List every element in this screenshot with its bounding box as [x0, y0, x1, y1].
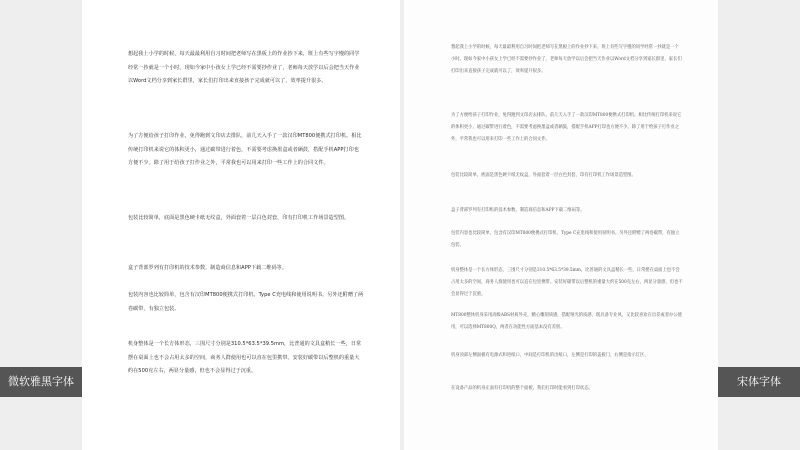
paragraph: 包装比较简单，底面是黑色硬卡纸无纹盒，外面套着一层白色封套，印有打印机工作场景造型图。: [128, 215, 350, 221]
paragraph: 机身整体是一个长方体形态，三围尺寸分别是310.5*63.5*39.5mm，比普通的文具盒稍长一些，日常摆在桌面上也不会占用太多的空间，商务人群使用也可以直在包里携带。安装好碳带以后整机的重量大约在500克左右，两显分量感，但也不会显得过于沉重。: [128, 341, 362, 375]
paragraph: 包装比较简单，底面是黑色硬卡纸无纹盒，外面套着一层白色封套，印有打印机工作场景造型图。: [451, 173, 636, 178]
paragraph: 包装内容也比较简单，包含有汉印MT800便携式打印机、Type C充电线和使用说明书。另外还附赠了两卷碳带，有独立包装。: [451, 231, 680, 248]
font-label-right: 宋体字体: [718, 367, 800, 397]
paragraph: 包装内容也比较简单，包含有汉印MT800便携式打印机、Type C充电线和使用说明书。另外还附赠了两卷碳带，有独立包装。: [128, 292, 364, 312]
paragraph: 盒子背部罗列有打印机的技术参数，制造商信息和APP下载二维码等。: [128, 265, 287, 271]
font-label-left: 微软雅黑字体: [0, 367, 82, 397]
document-page-right: [404, 0, 718, 450]
paragraph: 机身顶部左侧面板有电源式和进纸口，中间是打印机的出纸口，左侧是打印的盖板门，右侧是指示灯区，: [451, 353, 649, 358]
document-page-left: [82, 0, 400, 450]
paragraph: 盒子背部罗列有打印机的技术参数，制造商信息和APP下载二维码等。: [451, 208, 585, 213]
paragraph: 机身整体是一个长方体形态，三围尺寸分别是310.5*63.5*39.5mm，比普通的文具盒稍长一些，日常摆在桌面上也不会占用太多的空间，商务人群使用也可以直在包里携带。安装好碳带以后整机的重量大约在500克左右，两显分量感，但也不会显得过于沉重。: [451, 268, 683, 297]
paragraph: 想起我上小学的时候，每天最最利用自习时间把老师写在黑板上的作业抄下来，班上有些写字慢的同学经常一抄就是一个小时。现如今家中小孩女上学已经不需要抄作业了，老师每天放学以后会把当天作业以Word文档分享到家长群里，家长们打印出来直接孩子完成就可以了，效率提升很多。: [128, 51, 360, 85]
paragraph: MT800整体机身采用高级ABS材质外壳，精心雕刻质感，搭配哑光的质感，既具备专业风，又比较喜欢在出差或者办公使用，可以选择MT800Q，两者在功能性方面基本没有差别。: [451, 313, 682, 330]
paragraph: 为了方便给孩子打印作业，免得跑到文印店去排队，前几天入手了一款汉印MT800便携式打印机。相比传统打印机来说它的体积更小，通过碳带进行着色，不需要考虑换墨盒或者硒鼓，搭配手机APP打印也方便不少。除了用于给孩子打作业之外，平常我也可以用来打印一些工作上的合同文件。: [128, 133, 362, 167]
paragraph: 在设备产品的机身正面有打印机的整个面板，我们打印时能看到打印状态。: [451, 386, 593, 391]
paragraph: 为了方便给孩子打印作业，免得跑到文印店去排队，前几天入手了一款汉印MT800便携式打印机。相比传统打印机来说它的体积更小，通过碳带进行着色，不需要考虑换墨盒或者硒鼓，搭配手机APP打印也方便不少。除了用于给孩子打作业之外，平常我也可以用来打印一些工作上的合同文件。: [451, 113, 682, 142]
paragraph: 想起我上小学的时候，每天最最利用自习时间把老师写在黑板上的作业抄下来，班上有些写字慢的同学经常一抄就是一个小时。现如今家中小孩女上学已经不需要抄作业了，老师每天放学以后会把当天作业以Word文档分享到家长群里，家长们打印出来直接孩子完成就可以了，效率提升很多。: [451, 45, 682, 74]
